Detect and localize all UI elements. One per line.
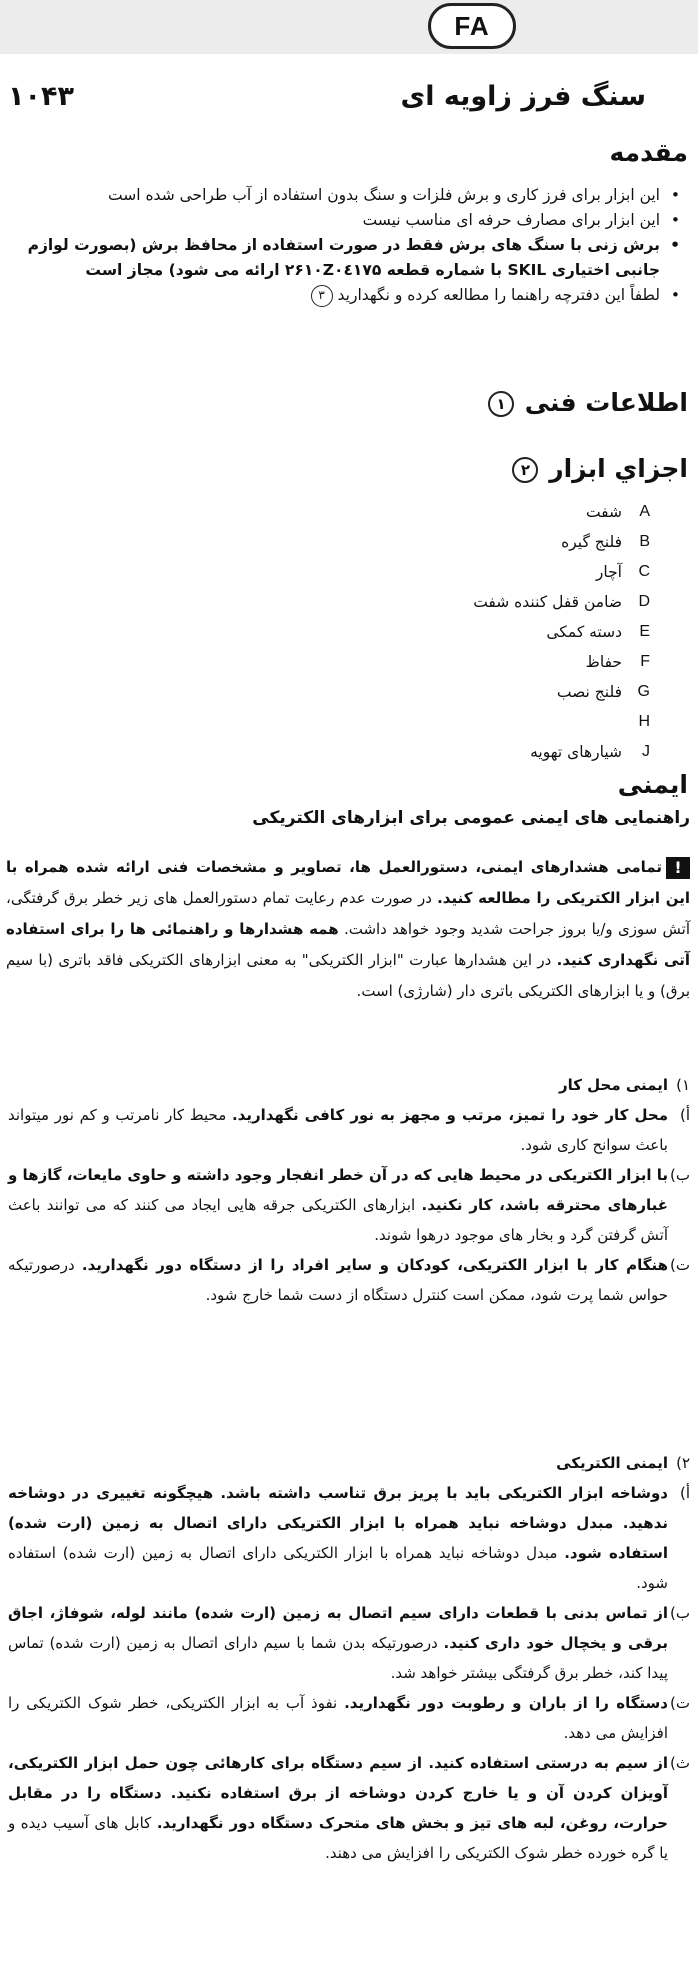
warning-bold-2: همه هشدارها و راهنمائی ها را برای استفاده آتی نگهداری کنید. bbox=[6, 920, 690, 969]
part-label: فلنج گیره bbox=[561, 533, 622, 551]
rule-bold: از سیم به درستی استفاده کنید. از سیم دستگاه برای کارهائی چون حمل ابزار الکتریکی، آویزان کردن آن و یا خارج کردن دوشاخه از برق استفاده نکنید. دستگاه را در مقابل حرارت، روغن، لبه های تیز و بخش های متحرک دستگاه دور نگهدارید. bbox=[8, 1754, 668, 1832]
rule-mark: ث) bbox=[670, 1754, 690, 1772]
figure-ref-1: ۱ bbox=[488, 391, 514, 417]
rule-mark: ت) bbox=[670, 1256, 690, 1274]
tech-heading bbox=[486, 388, 688, 417]
section-title: ایمنی محل کار bbox=[558, 1076, 668, 1094]
part-row bbox=[250, 497, 650, 527]
intro-item: • برش زنی با سنگ های برش فقط در صورت استفاده از محافظ برش (بصورت لوازم جانبی اختیاری SKIL با شماره قطعه ۲۶۱۰Z۰٤۱۷۵ ارائه می شود) مجاز است bbox=[8, 233, 684, 283]
part-letter: H bbox=[638, 713, 650, 730]
rule-item bbox=[8, 1160, 690, 1250]
rule-text: درصورتیکه بدن شما با سیم دارای اتصال به زمین (ارت شده) تماس پیدا کند، خطر برق گرفتگی بیشتر خواهد شد. bbox=[8, 1634, 668, 1682]
part-letter: G bbox=[637, 683, 650, 700]
part-letter: F bbox=[640, 653, 650, 670]
part-row bbox=[250, 707, 650, 737]
warning-bold-1: تمامی هشدارهای ایمنی، دستورالعمل ها، تصاویر و مشخصات فنی ارائه شده همراه با این ابزار الکتریکی را مطالعه کنید. bbox=[6, 858, 690, 907]
warning-triangle-icon: ! bbox=[666, 857, 690, 879]
part-row bbox=[250, 587, 650, 617]
intro-item: • این ابزار برای مصارف حرفه ای مناسب نیست bbox=[8, 208, 684, 233]
part-letter: D bbox=[638, 593, 650, 610]
rule-bold: هنگام کار با ابزار الکتریکی، کودکان و سایر افراد را از دستگاه دور نگهدارید. bbox=[81, 1256, 669, 1274]
intro-list bbox=[8, 183, 684, 308]
rule-bold: با ابزار الکتریکی در محیط هایی که در آن خطر انفجار وجود داشته و حاوی مایعات، گازها و غبارهای محترقه باشد، کار نکنید. bbox=[7, 1166, 668, 1214]
rule-mark: أ) bbox=[679, 1106, 690, 1124]
section-title-row bbox=[8, 1070, 690, 1100]
rule-mark: ب) bbox=[670, 1604, 690, 1622]
rule-bold: دوشاخه ابزار الکتریکی باید با پریز برق تناسب داشته باشد. هیچگونه تغییری در دوشاخه ندهید. مبدل دوشاخه نباید همراه با ابزار الکتریکی دارای اتصال به زمین (ارت شده) استفاده شود. bbox=[8, 1484, 668, 1562]
language-header-bar bbox=[0, 0, 698, 54]
warning-text-1: در صورت عدم رعایت تمام دستورالعمل های زیر خطر برق گرفتگی، آتش سوزی و/یا بروز جراحت شدید وجود خواهد داشت. bbox=[6, 889, 691, 938]
safety-subheading: راهنمایی های ایمنی عمومی برای ابزارهای الکتریکی bbox=[252, 808, 690, 828]
part-label: حفاظ bbox=[585, 653, 622, 671]
part-row bbox=[250, 647, 650, 677]
section-title-row bbox=[8, 1448, 690, 1478]
intro-heading: مقدمه bbox=[609, 138, 688, 167]
rule-text: مبدل دوشاخه نباید همراه با ابزار الکتریکی دارای اتصال به زمین (ارت شده) استفاده شود. bbox=[8, 1544, 668, 1592]
part-label: فلنج نصب bbox=[556, 683, 622, 701]
rule-item bbox=[8, 1748, 690, 1868]
rule-bold: از تماس بدنی با قطعات دارای سیم اتصال به زمین (ارت شده) مانند لوله، شوفاژ، اجاق برقی و یخچال خود داری کنید. bbox=[8, 1604, 669, 1652]
part-label: ضامن قفل کننده شفت bbox=[473, 593, 622, 611]
model-number: ۱۰۴۳ bbox=[8, 81, 74, 112]
electrical-section bbox=[8, 1448, 690, 1868]
part-label: شفت bbox=[585, 503, 622, 521]
rule-item bbox=[8, 1100, 690, 1160]
part-letter: C bbox=[638, 563, 650, 580]
tech-heading-text: اطلاعات فنی bbox=[524, 388, 688, 417]
section-title: ایمنی الکتریکی bbox=[556, 1454, 668, 1472]
general-warning bbox=[6, 852, 690, 1007]
rule-mark: أ) bbox=[679, 1484, 690, 1502]
language-badge: FA bbox=[428, 3, 516, 49]
part-row bbox=[250, 557, 650, 587]
part-row bbox=[250, 737, 650, 767]
rule-bold: دستگاه را از باران و رطوبت دور نگهدارید. bbox=[344, 1694, 669, 1712]
rule-item bbox=[8, 1598, 690, 1688]
part-row bbox=[250, 527, 650, 557]
rule-item bbox=[8, 1478, 690, 1598]
rule-text: ابزارهای الکتریکی جرقه هایی ایجاد می کنند که می توانند باعث آتش گرفتن گرد و بخار های موجود درهوا شوند. bbox=[8, 1196, 668, 1244]
intro-item bbox=[8, 283, 684, 308]
part-label: آچار bbox=[595, 563, 622, 581]
rule-text: نفوذ آب به ابزار الکتریکی، خطر شوک الکتریکی را افزایش می دهد. bbox=[8, 1694, 668, 1742]
part-label: شیارهای تهویه bbox=[530, 743, 622, 761]
part-row bbox=[250, 677, 650, 707]
rule-mark: ت) bbox=[670, 1694, 690, 1712]
part-letter: J bbox=[642, 743, 650, 760]
section-number: ۲) bbox=[676, 1454, 690, 1472]
part-label: دسته کمکی bbox=[546, 623, 622, 641]
part-row bbox=[250, 617, 650, 647]
rule-text: کابل های آسیب دیده و یا گره خورده خطر شوک الکتریکی را افزایش می دهند. bbox=[8, 1814, 668, 1862]
warning-text-2: در این هشدارها عبارت "ابزار الکتریکی" به معنی ابزارهای الکتریکی فاقد باتری (با سیم برق) و یا ابزارهای الکتریکی باتری دار (شارژی) است. bbox=[6, 951, 690, 1000]
parts-list bbox=[250, 497, 650, 767]
parts-heading bbox=[510, 454, 688, 483]
part-letter: E bbox=[639, 623, 650, 640]
rule-item bbox=[8, 1688, 690, 1748]
figure-ref-2: ۲ bbox=[512, 457, 538, 483]
intro-item: • این ابزار برای فرز کاری و برش فلزات و سنگ بدون استفاده از آب طراحی شده است bbox=[8, 183, 684, 208]
part-letter: B bbox=[639, 533, 650, 550]
parts-heading-text: اجزاي ابزار bbox=[549, 454, 688, 483]
rule-text: محیط کار نامرتب و کم نور میتواند باعث سوانح کاری شود. bbox=[8, 1106, 668, 1154]
rule-text: درصورتیکه حواس شما پرت شود، ممکن است کنترل دستگاه از دست شما خارج شود. bbox=[8, 1256, 668, 1304]
rule-item bbox=[8, 1250, 690, 1310]
part-letter: A bbox=[639, 503, 650, 520]
figure-ref-3: ۳ bbox=[311, 285, 333, 307]
intro-item-text: لطفاً این دفترچه راهنما را مطالعه کرده و نگهدارید bbox=[337, 286, 660, 304]
rule-mark: ب) bbox=[670, 1166, 690, 1184]
rule-bold: محل کار خود را تمیز، مرتب و مجهز به نور کافی نگهدارید. bbox=[231, 1106, 668, 1124]
work-area-section bbox=[8, 1070, 690, 1310]
product-title: سنگ فرز زاویه ای bbox=[400, 81, 646, 112]
safety-heading: ایمنی bbox=[617, 770, 688, 799]
section-number: ۱) bbox=[676, 1076, 690, 1094]
